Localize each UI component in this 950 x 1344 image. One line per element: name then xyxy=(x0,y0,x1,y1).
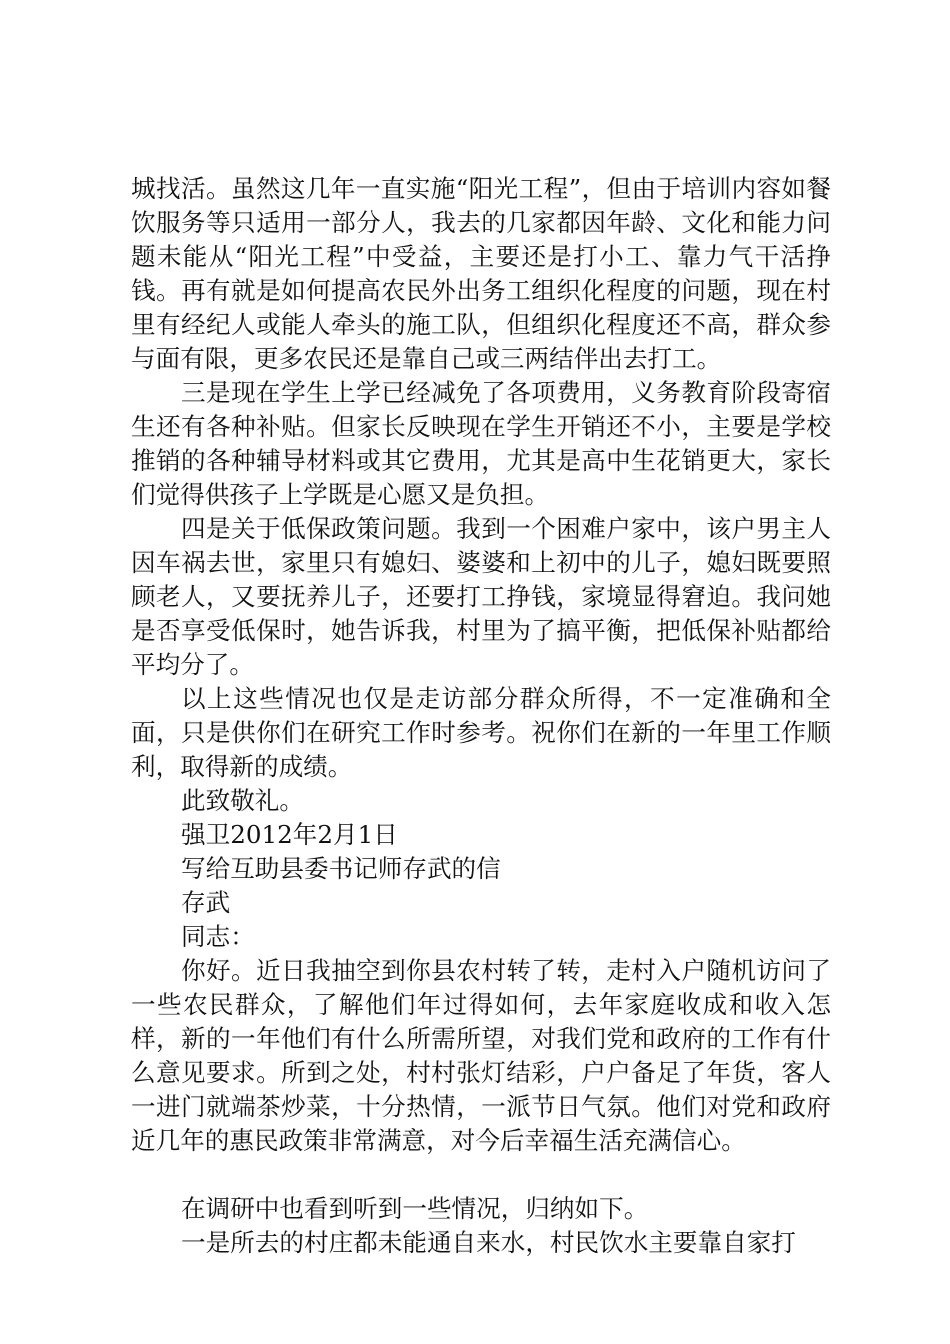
document-body xyxy=(131,172,831,1260)
paragraph-point-one-water: 一是所去的村庄都未能通自来水，村民饮水主要靠自家打 xyxy=(181,1228,796,1257)
salutation-closing: 此致敬礼。 xyxy=(181,786,304,815)
letter-title: 写给互助县委书记师存武的信 xyxy=(181,854,501,883)
recipient-address: 同志： xyxy=(181,922,255,951)
signature-date: 强卫2012年2月1日 xyxy=(181,820,398,849)
paragraph-greeting-visit: 你好。近日我抽空到你县农村转了转，走村入户随机访问了一些农民群众，了解他们年过得如何，去年家庭收成和收入怎样，新的一年他们有什么所需所望，对我们党和政府的工作有什么意见要求。所到之处，村村张灯结彩，户户备足了年货，客人一进门就端茶炒菜，十分热情，一派节日气氛。他们对党和政府近几年的惠民政策非常满意，对今后幸福生活充满信心。 xyxy=(131,956,831,1155)
paragraph-findings-intro: 在调研中也看到听到一些情况，归纳如下。 xyxy=(181,1194,649,1223)
blank-line xyxy=(131,1158,831,1192)
paragraph-continued-migrant-work: 城找活。虽然这几年一直实施“阳光工程”，但由于培训内容如餐饮服务等只适用一部分人，我去的几家都因年龄、文化和能力问题未能从“阳光工程”中受益，主要还是打小工、靠力气干活挣钱。再有就是如何提高农民外出务工组织化程度的问题，现在村里有经纪人或能人牵头的施工队，但组织化程度还不高，群众参与面有限，更多农民还是靠自己或三两结伴出去打工。 xyxy=(131,174,831,373)
paragraph-closing-remarks: 以上这些情况也仅是走访部分群众所得，不一定准确和全面，只是供你们在研究工作时参考。祝你们在新的一年里工作顺利，取得新的成绩。 xyxy=(131,684,831,781)
paragraph-point-three-education: 三是现在学生上学已经减免了各项费用，义务教育阶段寄宿生还有各种补贴。但家长反映现在学生开销还不小，主要是学校推销的各种辅导材料或其它费用，尤其是高中生花销更大，家长们觉得供孩子上学既是心愿又是负担。 xyxy=(131,378,831,509)
recipient-name: 存武 xyxy=(181,888,231,917)
paragraph-point-four-subsistence: 四是关于低保政策问题。我到一个困难户家中，该户男主人因车祸去世，家里只有媳妇、婆婆和上初中的儿子，媳妇既要照顾老人，又要抚养儿子，还要打工挣钱，家境显得窘迫。我问她是否享受低保时，她告诉我，村里为了搞平衡，把低保补贴都给平均分了。 xyxy=(131,514,831,679)
